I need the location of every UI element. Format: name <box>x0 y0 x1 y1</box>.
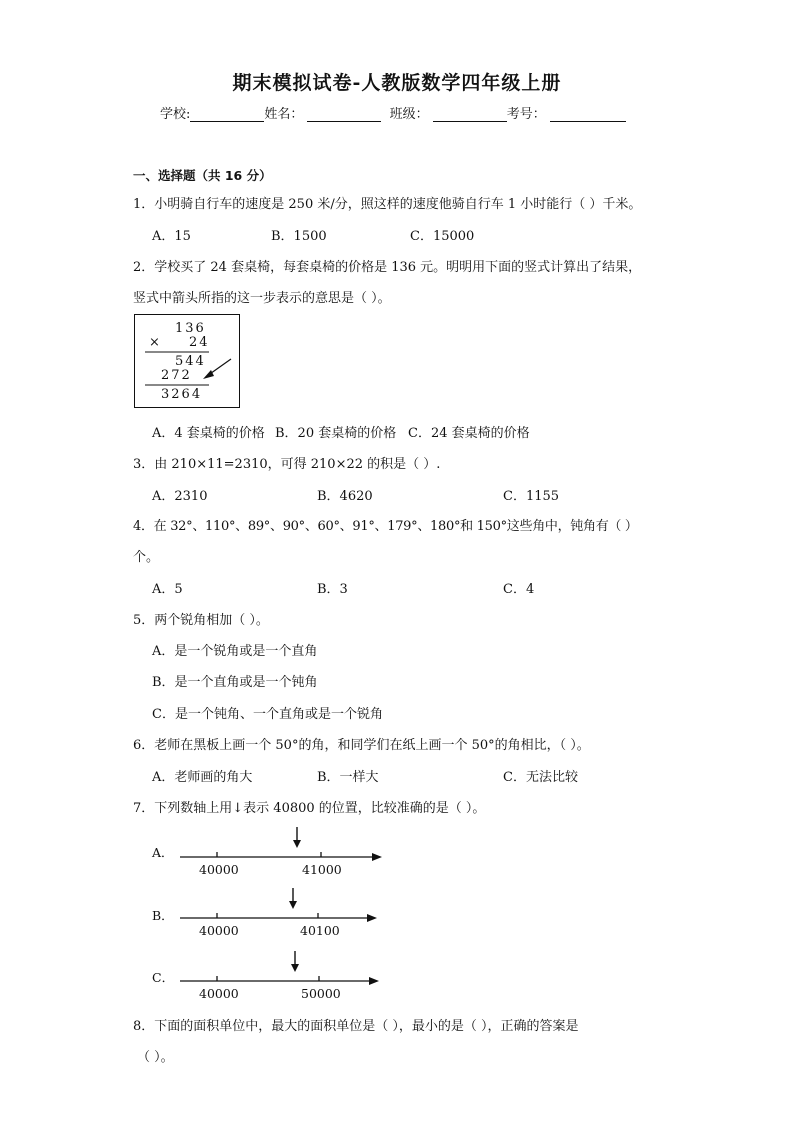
school-blank[interactable] <box>190 107 264 122</box>
q7-option-a-label[interactable]: A． <box>152 845 174 860</box>
calc-row-24: 24 <box>189 335 210 350</box>
number-blank[interactable] <box>550 107 626 122</box>
question-4-line1: 4．在 32°、110°、89°、90°、60°、91°、179°、180°和 150°这些角中，钝角有（ ） <box>133 519 638 534</box>
q2-option-c[interactable]: C．24 套桌椅的价格 <box>408 426 530 441</box>
page-title: 期末模拟试卷-人教版数学四年级上册 <box>232 72 562 94</box>
q5-option-b[interactable]: B．是一个直角或是一个钝角 <box>152 675 318 690</box>
class-blank[interactable] <box>433 107 507 122</box>
q3-option-c[interactable]: C．1155 <box>503 489 560 504</box>
q5-option-c[interactable]: C．是一个钝角、一个直角或是一个锐角 <box>152 707 383 722</box>
question-5: 5．两个锐角相加（ ）。 <box>133 613 269 628</box>
q4-option-c[interactable]: C．4 <box>503 582 535 597</box>
student-info <box>160 103 626 122</box>
arrow-head-icon <box>203 370 214 379</box>
question-8-line1: 8．下面的面积单位中，最大的面积单位是（ ），最小的是（ ），正确的答案是 <box>133 1019 579 1034</box>
q1-option-b[interactable]: B．1500 <box>271 229 327 244</box>
q4-option-b[interactable]: B．3 <box>317 582 348 597</box>
school-label: 学校: <box>160 107 191 122</box>
vertical-calculation <box>134 314 240 408</box>
question-8-line2: （ ）。 <box>137 1050 174 1065</box>
number-line-b-right-value: 40100 <box>300 923 340 938</box>
q2-option-b[interactable]: B．20 套桌椅的价格 <box>275 426 397 441</box>
q6-option-a[interactable]: A．老师画的角大 <box>152 770 253 785</box>
q4-option-a[interactable]: A．5 <box>152 582 183 597</box>
times-sign: × <box>149 335 162 350</box>
calc-row-544: 544 <box>175 354 206 369</box>
number-label: 考号： <box>506 107 546 122</box>
q1-option-a[interactable]: A．15 <box>152 229 191 244</box>
calc-row-3264: 3264 <box>161 387 203 402</box>
number-line-a-left-value: 40000 <box>199 862 239 877</box>
q2-option-a[interactable]: A．4 套桌椅的价格 <box>152 426 265 441</box>
q3-option-b[interactable]: B．4620 <box>317 489 373 504</box>
question-1: 1．小明骑自行车的速度是 250 米/分，照这样的速度他骑自行车 1 小时能行（ ）千米。 <box>133 197 642 212</box>
q5-option-a[interactable]: A．是一个锐角或是一个直角 <box>152 644 318 659</box>
q6-option-b[interactable]: B．一样大 <box>317 770 379 785</box>
calc-row-136: 136 <box>175 321 206 336</box>
q3-option-a[interactable]: A．2310 <box>152 489 208 504</box>
q7-option-c-label[interactable]: C． <box>152 970 175 985</box>
name-blank[interactable] <box>307 107 381 122</box>
question-4-line2: 个。 <box>133 550 160 565</box>
number-line-b-left-value: 40000 <box>199 923 239 938</box>
question-2-line2: 竖式中箭头所指的这一步表示的意思是（ ）。 <box>133 291 391 306</box>
question-7: 7．下列数轴上用↓表示 40800 的位置，比较准确的是（ ）。 <box>133 801 486 816</box>
q6-option-c[interactable]: C．无法比较 <box>503 770 578 785</box>
name-label: 姓名： <box>264 107 304 122</box>
section-heading: 一、选择题（共 16 分） <box>133 168 272 183</box>
number-line-c-left-value: 40000 <box>199 986 239 1001</box>
number-line-a-right-value: 41000 <box>302 862 342 877</box>
class-label: 班级： <box>389 107 429 122</box>
question-3: 3．由 210×11=2310，可得 210×22 的积是（ ）. <box>133 457 441 472</box>
calc-lines <box>135 315 241 409</box>
q1-option-c[interactable]: C．15000 <box>410 229 475 244</box>
question-6: 6．老师在黑板上画一个 50°的角，和同学们在纸上画一个 50°的角相比，（ ）。 <box>133 738 590 753</box>
q7-option-b-label[interactable]: B． <box>152 908 174 923</box>
question-2-line1: 2．学校买了 24 套桌椅，每套桌椅的价格是 136 元。明明用下面的竖式计算出了结果， <box>133 260 642 275</box>
calc-row-272: 272 <box>161 368 192 383</box>
number-line-c-right-value: 50000 <box>301 986 341 1001</box>
